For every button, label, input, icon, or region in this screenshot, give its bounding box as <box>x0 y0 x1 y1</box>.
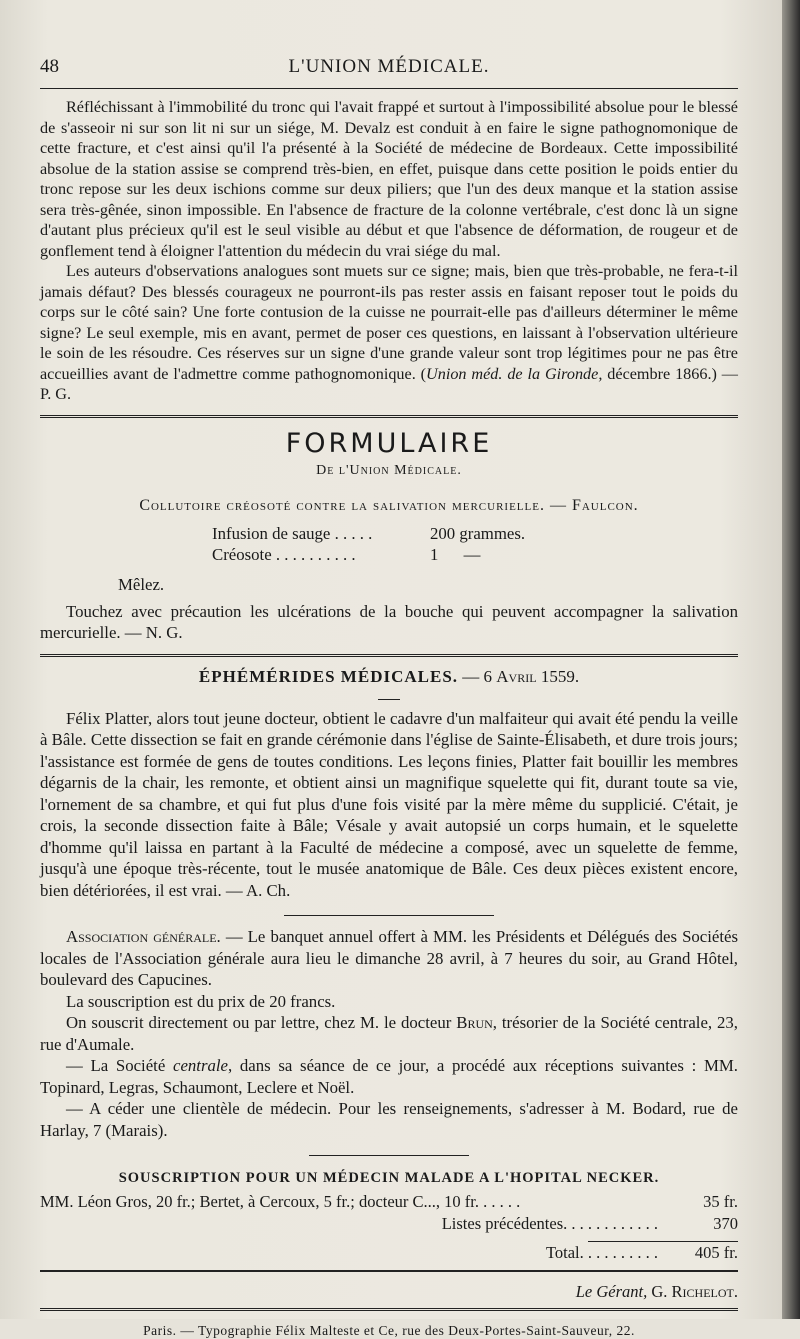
intro-paragraph-2: Les auteurs d'observations analogues sont muets sur ce signe; mais, bien que très-probable, ne fera-t-il jamais défaut? Des blessés courageux ne pourront-ils pas rester assis en faisant reposer tout le poids du corps sur le côté sain? Une forte contusion de la cuisse ne pourrait-elle pas d'ailleurs déterminer le même signe? Le seul exemple, mis en avant, permet de poser ces questions, en laissant à l'observation ultérieure le soin de les résoudre. Ces réserves sur un signe d'une grande valeur sont trop légitimes pour ne pas être accueillies avant de l'admettre comme pathognomonique. (Union méd. de la Gironde, décembre 1866.) — P. G. <box>40 262 738 403</box>
news-section <box>40 926 738 1141</box>
page-header <box>40 56 738 86</box>
short-rule <box>378 699 400 700</box>
running-title: L'UNION MÉDICALE. <box>288 56 490 77</box>
societe-notice: — La Société centrale, dans sa séance de ce jour, a procédé aux réceptions suivantes : MM. Topinard, Legras, Schaumont, Leclere et Noël. <box>40 1056 738 1097</box>
ephemerides-text: Félix Platter, alors tout jeune docteur, obtient le cadavre d'un malfaiteur qui avait été pendu la veille à Bâle. Cette dissection se fait en grande cérémonie dans l'église de Sainte-Élisabeth, et dure trois jours; l'assistance est formée de gens de toutes conditions. Les leçons finies, Platter fait bouillir les membres dégarnis de la chair, les remonte, et obtient ainsi un magnifique squelette qui fit, durant toute sa vie, l'ornement de sa chambre, et qui fut plus d'une fois visité par la mère même du supplicié. C'était, je crois, la seconde dissection faite à Bâle; Vésale y avait autopsié un corps humain, et le squelette d'homme qu'il laissa en partant à la Faculté de médecine a composé, avec un squelette de femme, jusqu'à une époque très-récente, tout le musée anatomique de Bâle. Ces deux pièces existent encore, bien détériorées, il est vrai. — A. Ch. <box>40 708 738 900</box>
gerant-signature: Le Gérant, G. Richelot. <box>575 1282 738 1301</box>
imprint-rule <box>40 1308 738 1311</box>
mid-rule <box>309 1155 469 1156</box>
souscription-title: SOUSCRIPTION POUR UN MÉDECIN MALADE A L'HOPITAL NECKER. <box>118 1170 660 1186</box>
total-row: Total. . . . . . . . . . 405 fr. <box>545 1243 738 1262</box>
section-divider <box>40 654 738 657</box>
recipe-ingredients <box>212 523 738 565</box>
intro-paragraph-1: Réfléchissant à l'immobilité du tronc qui l'avait frappé et surtout à l'impossibilité absolue pour le blessé de s'asseoir ni sur son lit ni sur un siége, M. Devalz est conduit à en faire le signe pathognomonique de cette fracture, et c'est ainsi qu'il l'a présenté à la Société de médecine de Bordeaux. Cette impossibilité absolue de la station assise se comprend très-bien, en effet, puisque dans cette position le poids entier du tronc repose sur les deux ischions comme sur deux piliers; que l'un des deux manque et la station assise sera très-gênée, sinon impossible. En l'absence de fracture de la colonne vertébrale, c'est donc là un signe d'autant plus précieux qu'il est le seul visible au début et que l'absence de déformation, de rougeur et de gonflement tend à éloigner l'attention du médecin du vrai siége du mal. <box>40 98 738 260</box>
recipe-instructions: Touchez avec précaution les ulcérations de la bouche qui peuvent accompagner la salivation mercurielle. — N. G. <box>40 601 738 642</box>
intro-article <box>40 97 738 405</box>
header-rule <box>40 88 738 89</box>
footer-rule <box>40 1270 738 1272</box>
printer-imprint: Paris. — Typographie Félix Malteste et Ce, rue des Deux-Portes-Saint-Sauveur, 22. <box>143 1323 635 1338</box>
ingredient-row: Infusion de sauge . . . . . 200 grammes. <box>212 523 526 543</box>
recipe-title: Collutoire créosoté contre la salivation mercurielle. — Faulcon. <box>139 496 639 514</box>
book-spine-shadow <box>782 0 800 1319</box>
subscription-price: La souscription est du prix de 20 francs. <box>66 991 336 1011</box>
souscription-list <box>40 1191 738 1264</box>
formulaire-title: FORMULAIRE <box>285 427 493 459</box>
mid-rule <box>284 915 494 916</box>
association-notice: Association générale. — Le banquet annuel offert à MM. les Présidents et Délégués des Sociétés locales de l'Association générale aura lieu le dimanche 28 avril, à 7 heures du soir, au Grand Hôtel, boulevard des Capucines. <box>40 927 738 989</box>
recipe-melez: Mêlez. <box>118 574 165 594</box>
list-item: Listes précédentes. . . . . . . . . . . . 370 <box>441 1214 738 1233</box>
section-divider <box>40 415 738 418</box>
page-number: 48 <box>40 56 59 77</box>
ingredient-row: Créosote . . . . . . . . . . 1 — <box>212 544 481 564</box>
formulaire-subtitle: De l'Union Médicale. <box>316 462 462 478</box>
ephemerides-title: ÉPHÉMÉRIDES MÉDICALES. — 6 Avril 1559. <box>198 666 580 686</box>
subscription-info: On souscrit directement ou par lettre, chez M. le docteur Brun, trésorier de la Société centrale, 23, rue d'Aumale. <box>40 1013 738 1054</box>
clientele-notice: — A céder une clientèle de médecin. Pour les renseignements, s'adresser à M. Bodard, rue de Harlay, 7 (Marais). <box>40 1099 738 1140</box>
list-item: MM. Léon Gros, 20 fr.; Bertet, à Cercoux, 5 fr.; docteur C..., 10 fr. . . . . . 35 fr. <box>40 1192 738 1211</box>
